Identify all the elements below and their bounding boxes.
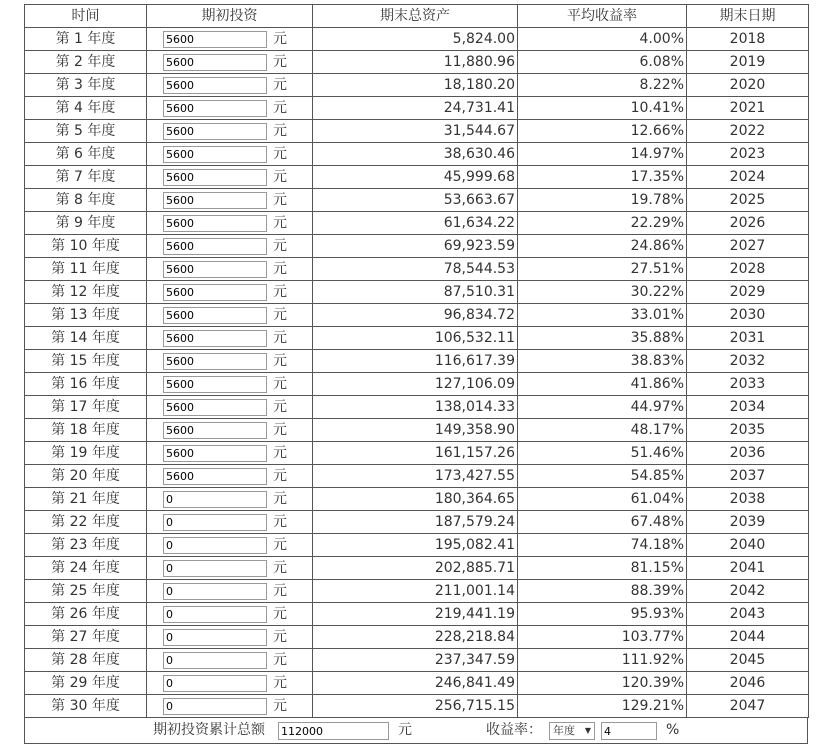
unit-label: 元 [273,284,287,300]
investment-input[interactable] [163,146,267,163]
table-row [25,465,809,488]
rate-period-value: 年度 [553,724,575,737]
investment-input[interactable] [163,560,267,577]
avg-rate-cell: 41.86% [518,373,687,396]
total-assets-cell: 11,880.96 [313,51,518,74]
end-date-cell: 2037 [687,465,809,488]
unit-label: 元 [273,192,287,208]
rate-unit-label: % [666,722,680,738]
avg-rate-cell: 35.88% [518,327,687,350]
end-date-cell: 2018 [687,28,809,51]
avg-rate-cell: 19.78% [518,189,687,212]
total-assets-cell: 149,358.90 [313,419,518,442]
end-date-cell: 2040 [687,534,809,557]
end-date-cell: 2044 [687,626,809,649]
end-date-cell: 2042 [687,580,809,603]
unit-label: 元 [273,629,287,645]
investment-input[interactable] [163,583,267,600]
rate-period-select[interactable] [549,722,595,740]
period-cell: 第 10 年度 [25,235,147,258]
period-cell: 第 14 年度 [25,327,147,350]
period-cell: 第 6 年度 [25,143,147,166]
period-cell: 第 15 年度 [25,350,147,373]
investment-cell [147,189,313,212]
total-assets-cell: 5,824.00 [313,28,518,51]
investment-input[interactable] [163,468,267,485]
end-date-cell: 2022 [687,120,809,143]
unit-label: 元 [273,77,287,93]
unit-label: 元 [273,330,287,346]
investment-input[interactable] [163,698,267,715]
total-assets-cell: 127,106.09 [313,373,518,396]
unit-label: 元 [273,238,287,254]
unit-label: 元 [273,123,287,139]
header-period: 时间 [25,5,147,28]
end-date-cell: 2019 [687,51,809,74]
unit-label: 元 [273,261,287,277]
avg-rate-cell: 24.86% [518,235,687,258]
end-date-cell: 2024 [687,166,809,189]
header-end-date: 期末日期 [687,5,809,28]
investment-cell [147,28,313,51]
unit-label: 元 [273,399,287,415]
investment-cell [147,350,313,373]
period-cell: 第 20 年度 [25,465,147,488]
total-assets-cell: 38,630.46 [313,143,518,166]
avg-rate-cell: 22.29% [518,212,687,235]
end-date-cell: 2031 [687,327,809,350]
total-assets-cell: 246,841.49 [313,672,518,695]
end-date-cell: 2030 [687,304,809,327]
period-cell: 第 13 年度 [25,304,147,327]
avg-rate-cell: 51.46% [518,442,687,465]
table-row [25,534,809,557]
avg-rate-cell: 27.51% [518,258,687,281]
unit-label: 元 [273,491,287,507]
table-row [25,557,809,580]
investment-cell [147,419,313,442]
table-row [25,327,809,350]
investment-input[interactable] [163,192,267,209]
total-investment-input[interactable] [278,722,389,740]
total-assets-cell: 18,180.20 [313,74,518,97]
period-cell: 第 22 年度 [25,511,147,534]
unit-label: 元 [273,169,287,185]
period-cell: 第 5 年度 [25,120,147,143]
investment-cell [147,51,313,74]
investment-input[interactable] [163,215,267,232]
end-date-cell: 2038 [687,488,809,511]
table-body [25,28,809,718]
unit-label: 元 [273,445,287,461]
header-investment: 期初投资 [147,5,313,28]
period-cell: 第 3 年度 [25,74,147,97]
total-assets-cell: 256,715.15 [313,695,518,718]
investment-input[interactable] [163,77,267,94]
investment-input[interactable] [163,675,267,692]
investment-cell [147,626,313,649]
unit-label: 元 [273,353,287,369]
unit-label: 元 [273,675,287,691]
investment-input[interactable] [163,169,267,186]
table-row [25,672,809,695]
calculator [24,4,808,744]
table-row [25,281,809,304]
investment-cell [147,534,313,557]
total-assets-cell: 202,885.71 [313,557,518,580]
unit-label: 元 [273,698,287,714]
investment-cell [147,488,313,511]
avg-rate-cell: 14.97% [518,143,687,166]
table-row [25,189,809,212]
total-assets-cell: 106,532.11 [313,327,518,350]
table-row [25,51,809,74]
avg-rate-cell: 61.04% [518,488,687,511]
period-cell: 第 21 年度 [25,488,147,511]
table-row [25,695,809,718]
investment-input[interactable] [163,353,267,370]
table-row [25,626,809,649]
investment-cell [147,511,313,534]
unit-label: 元 [273,514,287,530]
end-date-cell: 2043 [687,603,809,626]
investment-input[interactable] [163,54,267,71]
total-investment-label: 期初投资累计总额 [153,722,265,738]
end-date-cell: 2045 [687,649,809,672]
investment-input[interactable] [163,514,267,531]
chevron-down-icon: ▼ [584,726,591,735]
period-cell: 第 16 年度 [25,373,147,396]
avg-rate-cell: 67.48% [518,511,687,534]
period-cell: 第 24 年度 [25,557,147,580]
table-row [25,120,809,143]
total-assets-cell: 173,427.55 [313,465,518,488]
investment-cell [147,695,313,718]
investment-input[interactable] [163,100,267,117]
unit-label: 元 [273,376,287,392]
avg-rate-cell: 54.85% [518,465,687,488]
avg-rate-cell: 30.22% [518,281,687,304]
investment-input[interactable] [163,123,267,140]
period-cell: 第 12 年度 [25,281,147,304]
end-date-cell: 2023 [687,143,809,166]
total-assets-cell: 87,510.31 [313,281,518,304]
table-row [25,212,809,235]
investment-cell [147,212,313,235]
table-row [25,143,809,166]
investment-input[interactable] [163,629,267,646]
unit-label: 元 [273,100,287,116]
avg-rate-cell: 88.39% [518,580,687,603]
investment-input[interactable] [163,330,267,347]
table-row [25,97,809,120]
end-date-cell: 2029 [687,281,809,304]
table-row [25,350,809,373]
investment-input[interactable] [163,284,267,301]
unit-label: 元 [273,54,287,70]
avg-rate-cell: 81.15% [518,557,687,580]
end-date-cell: 2027 [687,235,809,258]
investment-input[interactable] [163,422,267,439]
avg-rate-cell: 103.77% [518,626,687,649]
end-date-cell: 2035 [687,419,809,442]
period-cell: 第 7 年度 [25,166,147,189]
period-cell: 第 25 年度 [25,580,147,603]
end-date-cell: 2021 [687,97,809,120]
end-date-cell: 2025 [687,189,809,212]
investment-input[interactable] [163,399,267,416]
total-assets-cell: 61,634.22 [313,212,518,235]
table-row [25,74,809,97]
avg-rate-cell: 120.39% [518,672,687,695]
avg-rate-cell: 129.21% [518,695,687,718]
investment-cell [147,120,313,143]
total-assets-cell: 24,731.41 [313,97,518,120]
total-assets-cell: 195,082.41 [313,534,518,557]
table-row [25,442,809,465]
total-assets-cell: 211,001.14 [313,580,518,603]
table-row [25,511,809,534]
period-cell: 第 8 年度 [25,189,147,212]
total-assets-cell: 180,364.65 [313,488,518,511]
table-row [25,258,809,281]
investment-input[interactable] [163,307,267,324]
total-assets-cell: 116,617.39 [313,350,518,373]
period-cell: 第 28 年度 [25,649,147,672]
period-cell: 第 26 年度 [25,603,147,626]
avg-rate-cell: 74.18% [518,534,687,557]
end-date-cell: 2047 [687,695,809,718]
investment-cell [147,649,313,672]
avg-rate-cell: 48.17% [518,419,687,442]
investment-cell [147,557,313,580]
avg-rate-cell: 17.35% [518,166,687,189]
header-total-assets: 期末总资产 [313,5,518,28]
table-row [25,166,809,189]
period-cell: 第 23 年度 [25,534,147,557]
summary-bar [24,718,808,744]
total-assets-cell: 78,544.53 [313,258,518,281]
end-date-cell: 2034 [687,396,809,419]
end-date-cell: 2033 [687,373,809,396]
total-assets-cell: 237,347.59 [313,649,518,672]
unit-label: 元 [273,537,287,553]
investment-cell [147,465,313,488]
period-cell: 第 19 年度 [25,442,147,465]
period-cell: 第 18 年度 [25,419,147,442]
total-assets-cell: 138,014.33 [313,396,518,419]
table-row [25,235,809,258]
table-row [25,649,809,672]
total-unit-label: 元 [398,722,412,738]
total-assets-cell: 228,218.84 [313,626,518,649]
table-row [25,373,809,396]
unit-label: 元 [273,468,287,484]
avg-rate-cell: 38.83% [518,350,687,373]
end-date-cell: 2032 [687,350,809,373]
period-cell: 第 29 年度 [25,672,147,695]
avg-rate-cell: 8.22% [518,74,687,97]
period-cell: 第 1 年度 [25,28,147,51]
investment-cell [147,97,313,120]
investment-input[interactable] [163,376,267,393]
investment-cell [147,603,313,626]
unit-label: 元 [273,146,287,162]
avg-rate-cell: 95.93% [518,603,687,626]
investment-cell [147,281,313,304]
investment-cell [147,143,313,166]
table-header-row [25,5,809,28]
total-assets-cell: 69,923.59 [313,235,518,258]
investment-input[interactable] [163,238,267,255]
end-date-cell: 2046 [687,672,809,695]
unit-label: 元 [273,215,287,231]
total-assets-cell: 187,579.24 [313,511,518,534]
table-row [25,603,809,626]
unit-label: 元 [273,583,287,599]
avg-rate-cell: 4.00% [518,28,687,51]
investment-cell [147,580,313,603]
unit-label: 元 [273,422,287,438]
unit-label: 元 [273,606,287,622]
period-cell: 第 2 年度 [25,51,147,74]
investment-cell [147,235,313,258]
investment-input[interactable] [163,31,267,48]
header-avg-rate: 平均收益率 [518,5,687,28]
table-row [25,396,809,419]
avg-rate-cell: 12.66% [518,120,687,143]
total-assets-cell: 161,157.26 [313,442,518,465]
period-cell: 第 30 年度 [25,695,147,718]
total-assets-cell: 219,441.19 [313,603,518,626]
total-assets-cell: 96,834.72 [313,304,518,327]
avg-rate-cell: 33.01% [518,304,687,327]
total-assets-cell: 45,999.68 [313,166,518,189]
table-row [25,304,809,327]
unit-label: 元 [273,307,287,323]
investment-cell [147,166,313,189]
period-cell: 第 27 年度 [25,626,147,649]
table-row [25,580,809,603]
investment-input[interactable] [163,652,267,669]
rate-label: 收益率： [486,722,542,738]
investment-cell [147,327,313,350]
total-assets-cell: 53,663.67 [313,189,518,212]
investment-input[interactable] [163,537,267,554]
end-date-cell: 2028 [687,258,809,281]
end-date-cell: 2020 [687,74,809,97]
investment-input[interactable] [163,445,267,462]
total-assets-cell: 31,544.67 [313,120,518,143]
avg-rate-cell: 6.08% [518,51,687,74]
investment-cell [147,373,313,396]
period-cell: 第 4 年度 [25,97,147,120]
table-row [25,28,809,51]
period-cell: 第 11 年度 [25,258,147,281]
avg-rate-cell: 10.41% [518,97,687,120]
end-date-cell: 2041 [687,557,809,580]
investment-cell [147,442,313,465]
end-date-cell: 2036 [687,442,809,465]
table-row [25,488,809,511]
investment-input[interactable] [163,606,267,623]
end-date-cell: 2039 [687,511,809,534]
investment-cell [147,304,313,327]
investment-input[interactable] [163,261,267,278]
period-cell: 第 17 年度 [25,396,147,419]
investment-input[interactable] [163,491,267,508]
avg-rate-cell: 44.97% [518,396,687,419]
end-date-cell: 2026 [687,212,809,235]
table-row [25,419,809,442]
investment-cell [147,396,313,419]
unit-label: 元 [273,652,287,668]
unit-label: 元 [273,560,287,576]
unit-label: 元 [273,31,287,47]
investment-cell [147,258,313,281]
avg-rate-cell: 111.92% [518,649,687,672]
period-cell: 第 9 年度 [25,212,147,235]
investment-table [24,4,809,718]
investment-cell [147,672,313,695]
investment-cell [147,74,313,97]
rate-input[interactable] [601,722,657,740]
